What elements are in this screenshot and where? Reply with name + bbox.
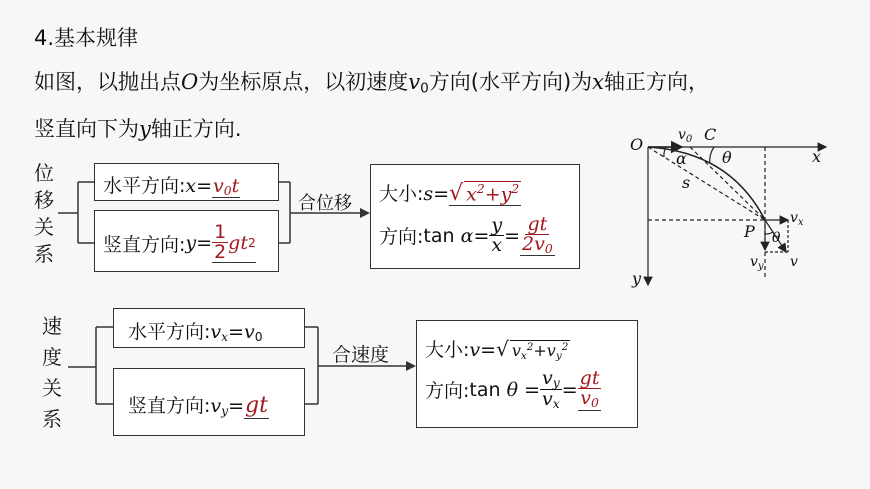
sqrt-sign: √ [449,181,464,206]
disp-h-eq: = [196,175,213,197]
displacement-label-char-3: 关 [34,215,54,239]
disp-dir-label: 方向: [379,226,424,249]
vy-label-sub: y [757,261,764,272]
disp-dir-ans-num: gt [527,213,548,235]
disp-result-magnitude [379,179,521,206]
displacement-label-char-4: 系 [34,242,54,266]
disp-h-answer-v: v [213,175,224,197]
vel-dir-frac [540,369,562,411]
disp-h-label: 水平方向: [103,175,186,197]
vel-mag-vy-sub: y [555,349,562,362]
vel-h-label: 水平方向: [128,321,211,343]
disp-v-exp: 2 [247,235,256,250]
theta-label: θ [722,148,732,167]
vel-dir-answer [578,369,602,410]
vel-v-label: 竖直方向: [128,395,211,417]
disp-result-direction [379,215,555,256]
theta-arc [710,147,714,164]
disp-dir-answer [520,215,555,256]
vel-dir-ans-num: gt [579,367,600,390]
disp-h-var: x [185,175,197,197]
velocity-label-char-1: 速 [42,314,62,338]
displacement-label-char-2: 移 [34,188,54,212]
projectile-diagram [620,120,840,295]
alpha-label: α [676,149,687,168]
disp-mag-radicand [464,181,521,205]
point-c-label: C [704,125,717,144]
disp-mag-exp2: 2 [511,181,520,196]
displacement-horizontal-box [94,163,279,201]
vel-h-eq: = [228,321,245,343]
x-axis-label: x [812,147,822,166]
vel-mag-vx-sub: x [520,349,527,362]
theta2-label: θ [772,230,781,246]
disp-mag-y: y [500,183,512,205]
vel-v-var: v [210,395,222,417]
intro-origin: O [181,70,199,94]
disp-v-eq: = [196,232,213,254]
vel-dir-eq1: = [524,378,541,401]
section-heading: 4.基本规律 [34,26,139,50]
vel-mag-plus: + [533,341,547,360]
displacement-result-box [370,164,580,269]
vy-label [750,254,764,272]
vel-mag-vy: v [546,341,556,360]
vel-dir-label: 方向: [425,380,470,403]
vx-label-sub: x [797,217,804,228]
vel-dir-num-sub: y [552,376,560,391]
displacement-line [648,147,765,220]
v-label: v [790,254,798,270]
displacement-label-char-1: 位 [34,161,54,185]
vel-dir-den-sub: x [552,397,560,412]
vel-dir-eq2: = [561,378,578,401]
vel-v-var-sub: y [221,404,229,419]
displacement-vertical-box [94,210,279,272]
vel-sqrt-sign: √ [496,337,509,361]
point-p-label: P [744,222,755,241]
vx-label-v: v [790,210,798,226]
velocity-result-box [416,320,638,428]
disp-mag-exp1: 2 [476,181,485,196]
disp-v-frac-den: 2 [214,241,227,263]
vel-dir-ans-den-v: v [580,387,591,410]
vel-v-eq: = [228,395,245,417]
disp-dir-ans-den [520,235,555,255]
vx-label [790,210,804,228]
vel-mag-eq: = [480,339,497,361]
velocity-label-char-3: 关 [42,376,62,400]
v0-label-sub: 0 [685,134,693,145]
displacement-group-label [33,160,55,268]
disp-mag-eq: = [433,183,450,205]
intro-text-6: 轴正方向. [150,117,242,141]
disp-h-answer-t: t [231,175,240,197]
intro-x: x [592,70,605,94]
intro-v0: v [408,70,421,94]
v0-label-v: v [678,127,686,143]
vel-result-magnitude [425,335,570,362]
vel-dir-den [540,390,562,410]
vel-mag-radicand [510,340,571,362]
disp-mag-answer [449,183,521,206]
velocity-horizontal-text [128,317,263,344]
trajectory-curve [648,147,765,220]
vel-mag-vx: v [511,341,521,360]
disp-mag-label: 大小: [379,183,424,205]
vel-dir-den-v: v [542,388,553,411]
disp-v-frac-num: 1 [214,221,227,243]
velocity-horizontal-box [113,308,305,348]
vel-h-var-sub: x [221,330,229,345]
vel-v-answer: gt [245,393,268,418]
intro-text-4: 轴正方向， [604,70,710,94]
disp-v-answer [212,223,256,263]
disp-dir-eq1: = [473,224,490,247]
vel-dir-num-v: v [542,367,553,389]
disp-dir-yx [489,216,504,255]
disp-dir-eq2: = [504,224,521,247]
y-axis-label: y [632,269,642,288]
vel-h-val-sub: 0 [254,330,263,345]
intro-text-5: 竖直向下为 [34,117,139,141]
velocity-group-label [41,311,63,435]
disp-mag-var: s [423,183,434,205]
v0-label [678,127,693,145]
intro-y: y [139,117,151,141]
disp-v-gt: gt [228,231,248,254]
vel-mag-var: v [469,339,481,361]
displacement-horizontal-text [103,171,240,198]
disp-h-answer [212,175,240,198]
vel-dir-num [540,369,562,390]
intro-v0-sub: 0 [420,80,429,97]
disp-dir-den: x [491,234,503,257]
disp-dir-ans-den-sub: 0 [544,242,553,257]
velocity-vertical-box [113,368,305,436]
vy-label-v: v [750,254,758,270]
disp-mag-plus: + [484,183,501,205]
vel-h-var: v [210,321,222,343]
vel-dir-tan: tan [469,378,501,401]
vel-mag-label: 大小: [425,339,470,361]
disp-v-label: 竖直方向: [103,233,186,256]
disp-dir-ans-den-text: 2v [522,233,545,255]
s-label: s [682,173,691,192]
disp-mag-x: x [466,183,477,205]
vel-result-direction [425,369,601,411]
intro-text-3: 方向(水平方向)为 [428,70,593,94]
displacement-vertical-text [103,223,256,263]
disp-v-var: y [185,232,197,254]
velocity-label-char-2: 度 [42,345,62,369]
vel-mag-exp2: 2 [561,340,569,353]
origin-label: O [630,135,644,154]
velocity-arrow-label: 合速度 [332,344,390,366]
vel-dir-ans-den [578,389,601,409]
vel-dir-ans-den-sub: 0 [591,396,599,411]
disp-dir-alpha: α [460,224,474,247]
vel-dir-theta: θ [506,378,519,401]
intro-text-2: 为坐标原点，以初速度 [198,70,409,94]
vel-mag-exp1: 2 [526,340,534,353]
vel-h-val: v [244,321,255,343]
velocity-label-char-4: 系 [42,407,62,431]
intro-text-1: 如图，以抛出点 [34,70,181,94]
velocity-vertical-text [128,391,269,418]
disp-dir-num: y [491,214,503,237]
disp-v-frac [212,223,228,262]
disp-h-answer-sub: 0 [223,184,232,199]
disp-dir-tan: tan [423,224,455,247]
displacement-arrow-label: 合位移 [298,193,352,214]
